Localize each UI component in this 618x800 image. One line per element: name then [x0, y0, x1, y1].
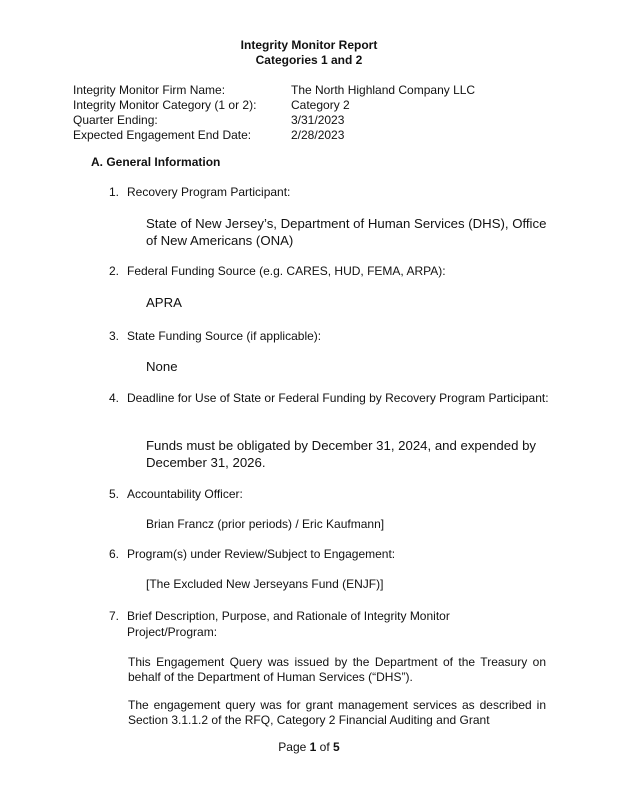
footer-page-total: 5	[333, 740, 340, 754]
answer-4: Funds must be obligated by December 31, 2024, and expended by December 31, 2026.	[146, 438, 537, 470]
footer-middle: of	[316, 740, 334, 754]
question-number: 7.	[109, 609, 120, 623]
question-5	[109, 486, 549, 502]
question-7	[109, 608, 489, 640]
meta-label: Integrity Monitor Firm Name:	[73, 83, 226, 97]
question-2	[109, 263, 549, 279]
meta-value: 3/31/2023	[291, 113, 345, 127]
meta-row-quarter	[73, 113, 475, 128]
meta-value: The North Highland Company LLC	[291, 83, 476, 97]
question-text: Recovery Program Participant:	[127, 185, 291, 199]
question-text: Program(s) under Review/Subject to Engagement:	[127, 547, 396, 561]
report-title: Integrity Monitor Report	[240, 38, 378, 52]
footer-page-number: 1	[309, 740, 317, 754]
answer-1: State of New Jersey’s, Department of Human Services (DHS), Office of New Americans (ONA)	[146, 216, 547, 248]
question-text: Brief Description, Purpose, and Rationale of Integrity Monitor Project/Program:	[127, 609, 450, 639]
answer-2: APRA	[146, 295, 182, 310]
question-3	[109, 328, 549, 344]
question-number: 6.	[109, 547, 120, 561]
question-4	[109, 390, 549, 406]
question-text: Federal Funding Source (e.g. CARES, HUD, FEMA, ARPA):	[127, 264, 446, 278]
meta-row-firm	[73, 83, 475, 98]
meta-value: 2/28/2023	[291, 128, 345, 142]
meta-label: Expected Engagement End Date:	[73, 128, 252, 142]
meta-value: Category 2	[291, 98, 350, 112]
page-footer	[0, 740, 618, 754]
description-paragraph-2: The engagement query was for grant management services as described in Section 3.1.1.2 of the RFQ, Category 2 Financial Auditing and Grant	[128, 698, 546, 727]
answer-3: None	[146, 359, 178, 374]
answer-5: Brian Francz (prior periods) / Eric Kaufmann]	[146, 517, 385, 531]
question-number: 1.	[109, 185, 120, 199]
question-number: 2.	[109, 264, 120, 278]
question-text: Deadline for Use of State or Federal Funding by Recovery Program Participant:	[127, 391, 549, 405]
question-text: State Funding Source (if applicable):	[127, 329, 322, 343]
question-number: 4.	[109, 391, 120, 405]
question-number: 5.	[109, 487, 120, 501]
footer-prefix: Page	[278, 740, 310, 754]
meta-label: Integrity Monitor Category (1 or 2):	[73, 98, 257, 112]
meta-label: Quarter Ending:	[73, 113, 158, 127]
question-6	[109, 546, 549, 562]
answer-6: [The Excluded New Jerseyans Fund (ENJF)]	[146, 577, 384, 591]
meta-row-end-date	[73, 128, 475, 143]
meta-row-category	[73, 98, 475, 113]
meta-block	[73, 83, 475, 143]
question-number: 3.	[109, 329, 120, 343]
section-heading: A. General Information	[91, 155, 221, 169]
report-subtitle: Categories 1 and 2	[255, 53, 363, 67]
question-1	[109, 184, 549, 200]
description-paragraph-1: This Engagement Query was issued by the Department of the Treasury on behalf of the Department of Human Services (“DHS”).	[128, 655, 546, 684]
question-text: Accountability Officer:	[127, 487, 243, 501]
